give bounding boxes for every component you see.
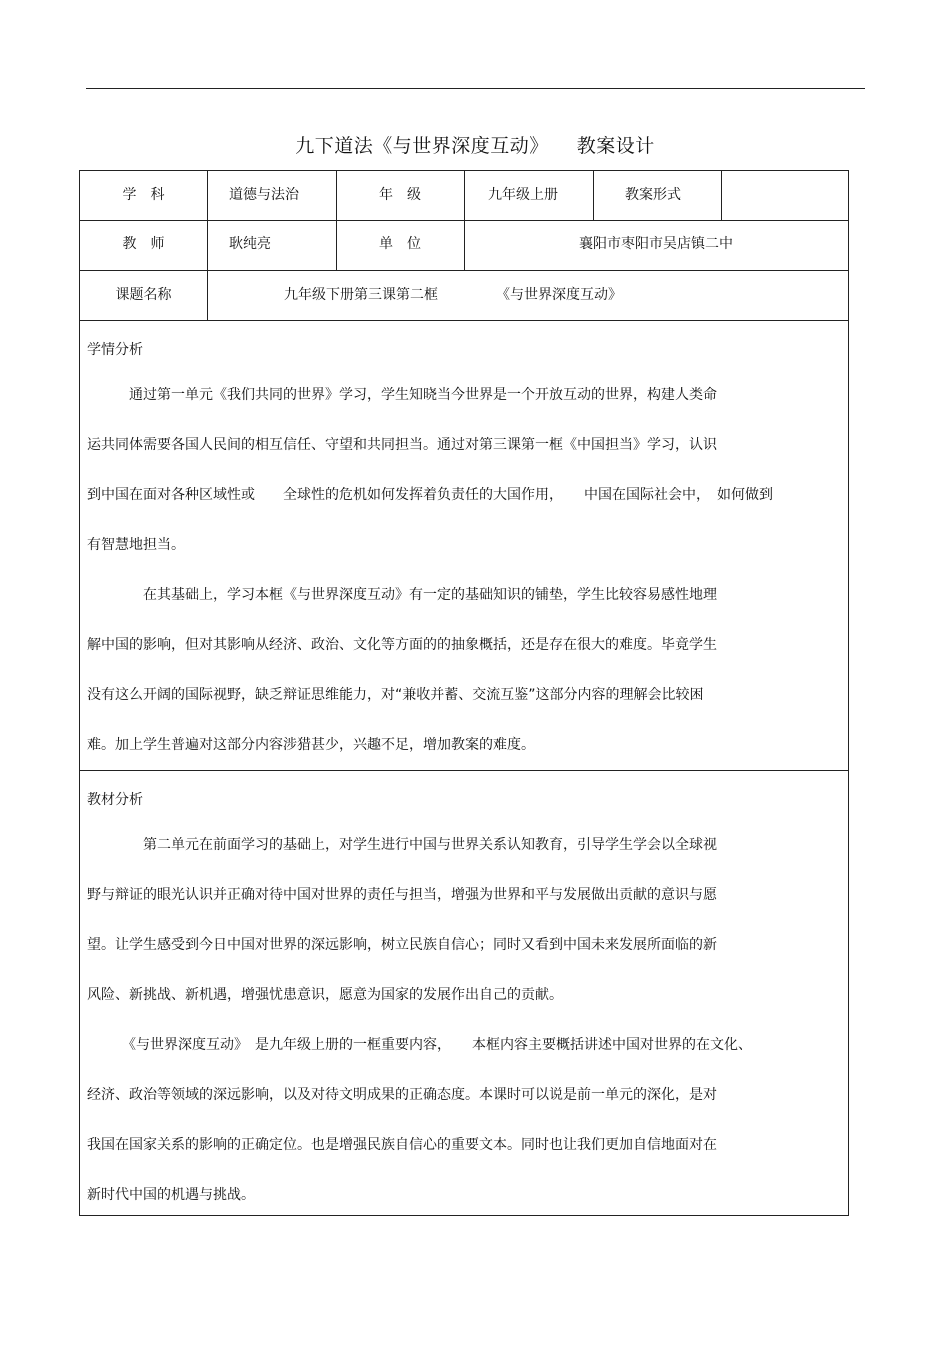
subject-value: 道德与法治 <box>229 187 299 203</box>
subject-label: 学 科 <box>122 187 165 203</box>
text-line: 有智慧地担当。 <box>87 537 185 553</box>
text-line: 野与辩证的眼光认识并正确对待中国对世界的责任与担当，增强为世界和平与发展做出贡献的意识与愿 <box>87 887 717 903</box>
topic-value-title: 《与世界深度互动》 <box>496 287 622 303</box>
text-line: 在其基础上，学习本框《与世界深度互动》有一定的基础知识的铺垫，学生比较容易感性地理 <box>87 587 717 603</box>
unit-label: 单 位 <box>379 236 421 252</box>
text-line: 没有这么开阔的国际视野，缺乏辩证思维能力，对“兼收并蓄、交流互鉴”这部分内容的理解会比较困 <box>87 687 704 703</box>
text-line: 难。加上学生普遍对这部分内容涉猎甚少，兴趣不足，增加教案的难度。 <box>87 737 535 753</box>
teacher-value: 耿纯亮 <box>229 236 271 252</box>
row-divider <box>80 320 848 321</box>
topic-label: 课题名称 <box>115 287 172 303</box>
material-analysis-heading: 教材分析 <box>87 792 143 808</box>
text-line: 通过第一单元《我们共同的世界》学习，学生知晓当今世界是一个开放互动的世界，构建人类命 <box>87 387 717 403</box>
col-divider <box>721 171 722 220</box>
col-divider <box>593 171 594 220</box>
student-analysis-paragraph-1 <box>87 370 843 570</box>
student-analysis-heading: 学情分析 <box>87 342 143 358</box>
text-line: 解中国的影响，但对其影响从经济、政治、文化等方面的的抽象概括，还是存在很大的难度。毕竟学生 <box>87 637 717 653</box>
text-line: 经济、政治等领域的深远影响，以及对待文明成果的正确态度。本课时可以说是前一单元的深化，是对 <box>87 1087 717 1103</box>
text-line: 风险、新挑战、新机遇，增强忧患意识，愿意为国家的发展作出自己的贡献。 <box>87 987 563 1003</box>
teacher-label: 教 师 <box>122 236 165 252</box>
grade-label: 年 级 <box>379 187 421 203</box>
form-label: 教案形式 <box>625 187 681 203</box>
title-main: 九下道法《与世界深度互动》 <box>295 135 549 157</box>
row-divider <box>80 270 848 271</box>
header-rule <box>86 88 865 89</box>
text-line: 我国在国家关系的影响的正确定位。也是增强民族自信心的重要文本。同时也让我们更加自信地面对在 <box>87 1137 717 1153</box>
col-divider <box>207 171 208 220</box>
student-analysis-paragraph-2 <box>87 570 843 770</box>
col-divider <box>207 270 208 320</box>
lesson-plan-table <box>79 170 849 1216</box>
unit-value: 襄阳市枣阳市吴店镇二中 <box>579 236 733 252</box>
col-divider <box>464 171 465 220</box>
material-analysis-paragraph-1 <box>87 820 843 1020</box>
material-analysis-paragraph-2 <box>87 1020 843 1220</box>
title-suffix: 教案设计 <box>576 135 655 157</box>
document-title <box>0 131 950 158</box>
text-line: 到中国在面对各种区域性或 全球性的危机如何发挥着负责任的大国作用， 中国在国际社会中， 如何做到 <box>87 487 773 503</box>
text-line: 运共同体需要各国人民间的相互信任、守望和共同担当。通过对第三课第一框《中国担当》学习，认识 <box>87 437 717 453</box>
topic-value-lesson: 九年级下册第三课第二框 <box>284 287 438 303</box>
text-line: 《与世界深度互动》 是九年级上册的一框重要内容， 本框内容主要概括讲述中国对世界的在文化、 <box>87 1037 752 1053</box>
text-line: 第二单元在前面学习的基础上，对学生进行中国与世界关系认知教育，引导学生学会以全球视 <box>87 837 717 853</box>
text-line: 新时代中国的机遇与挑战。 <box>87 1187 255 1203</box>
text-line: 望。让学生感受到今日中国对世界的深远影响，树立民族自信心；同时又看到中国未来发展所面临的新 <box>87 937 717 953</box>
grade-value: 九年级上册 <box>488 187 558 203</box>
row-divider <box>80 770 848 771</box>
col-divider <box>207 220 208 270</box>
